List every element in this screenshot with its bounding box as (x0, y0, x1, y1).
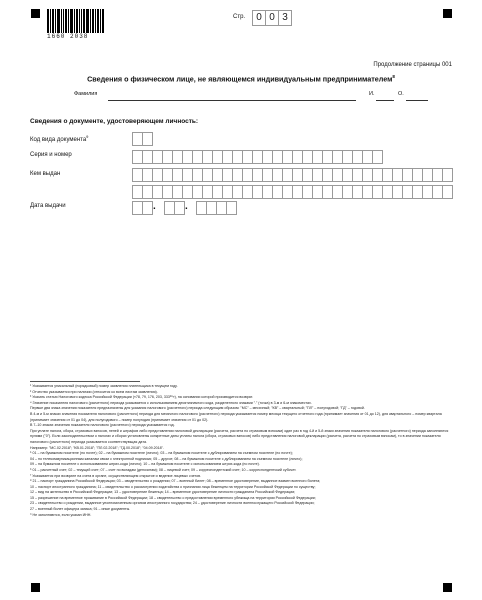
surname-label: Фамилия (74, 91, 98, 97)
page-number-cells (253, 10, 292, 26)
footnote-line: 27 – военный билет офицера запаса; 91 – иные документы. (30, 507, 131, 512)
page-continuation-note: Продолжение страницы 001 (373, 62, 452, 68)
series-number-label: Серия и номер (30, 152, 72, 158)
issued-by-cells-line-1[interactable] (132, 168, 452, 182)
issued-by-cells-line-2[interactable] (132, 185, 452, 199)
name-initial-label: И. (369, 91, 375, 97)
patronymic-initial-field[interactable] (406, 100, 428, 101)
page-digit: 0 (265, 10, 279, 26)
series-number-cells[interactable] (132, 150, 382, 164)
doc-type-label (30, 134, 88, 143)
footnote-line: 09 – на бумажном носителе с использованием штрих-кода (лично); 10 – на бумажном носителе с использованием штрих-кода (по почте). (30, 462, 260, 467)
footnote-line: В 7–10 знаках значения показателя налогового (расчетного) периода указывается год. (30, 423, 175, 428)
footnote-line: 15 – разрешение на временное проживание в Российской Федерации; 18 – свидетельство о предоставлении временного убежища на территории Российской Федерации; (30, 495, 316, 500)
footnote-line: 10 – паспорт иностранного гражданина; 11 – свидетельство о рассмотрении ходатайства о признании лица беженцем на территории Российской Федерации по существу; (30, 484, 316, 489)
date-separator: . (153, 201, 156, 212)
footnote-line: ⁵ 01 – на бумажном носителе (по почте); 02 – на бумажном носителе (лично); 03 – на бумажном носителе с дублированием на съемном носителе (по почте); (30, 451, 293, 456)
footnote-line: При уплате налога, сбора, страховых взносов, пеней и штрафов либо представлении налоговой декларации (расчета, расчета по страховым взносам) один раз в год 4-й и 5-й знаки значения показателя налогового (расчетного) периода заполняются нулями ("0"). Если законодательством о налогах и сборах установлены конкретные даты уплаты налога (сбора, страховых взносов) либо представления налоговой декларации (расчета, расчета по страховым взносам), то в значении показателя налогового (расчетного) периода указывается соответствующая дата. (30, 428, 449, 444)
char-cell[interactable] (442, 168, 453, 182)
corner-marker-bottom-right (443, 583, 452, 592)
section-title: Сведения о документе, удостоверяющем личность: (30, 118, 199, 125)
issue-date-label: Дата выдачи (30, 203, 66, 209)
corner-marker-bottom-left (31, 583, 40, 592)
footnote-line: 04 – по телекоммуникационным каналам связи с электронной подписью; 05 – другое; 08 – на бумажном носителе с дублированием на съемном носителе (лично); (30, 456, 303, 461)
issue-year-cells[interactable] (196, 201, 236, 215)
issue-day-cells[interactable] (132, 201, 152, 215)
corner-marker-top-left (31, 9, 40, 18)
footnote-line: ⁶ 01 – расчетный счет; 02 – текущий счет; 07 – счет по вкладам (депозитам); 08 – лицевой счет; 09 – корреспондентский счет; 10 – корреспондентский субсчет. (30, 467, 297, 472)
barcode-number: 1660 2038 (47, 33, 89, 40)
footnote-line: ³ Указать статью Налогового кодекса Российской Федерации («78, 79, 176, 203, 333²⁸»), на основании которой производится возврат. (30, 395, 253, 400)
doc-type-footnote-mark: 9 (86, 134, 89, 139)
char-cell[interactable] (372, 150, 383, 164)
footnote-line: ⁷ Указывается при возврате на счета в органе, осуществляющем открытие и ведение лицевых счетов. (30, 473, 201, 478)
footnote-line: ² Отчество указывается при наличии (относится ко всем листам заявления). (30, 389, 158, 394)
footnote-line: В 4-м и 5-м знаках значения показателя налогового (расчетного) периода для месячного налогового (расчетного) периода указывается номер месяца текущего отчетного года (принимает значения от 01 до 12), для квартального – номер квартала (принимает значения от 01 до 04), для полугодового – номер полугодия (принимает значения от 01 до 02). (30, 411, 442, 422)
page-title (0, 74, 482, 83)
footnote-line: ⁹ Не заполняются, если указан ИНН. (30, 512, 92, 517)
page-label: Стр. (233, 14, 246, 20)
page-digit: 3 (278, 10, 292, 26)
char-cell[interactable] (442, 185, 453, 199)
footnote-line: ¹ Указывается уникальный (порядковый) номер заявления плательщика в текущем году. (30, 384, 178, 388)
footnotes-divider (30, 381, 140, 382)
footnote-line: Например: "МС.02.2018"; "КВ.01.2018"; "ПЛ.02.2018"; "ГД.00.2018"; "04.09.2018". (30, 445, 164, 450)
surname-field[interactable] (108, 100, 356, 101)
page-title-footnote-mark: 8 (392, 74, 395, 79)
page-digit: 0 (252, 10, 266, 26)
doc-type-label-text: Код вида документа (30, 137, 87, 143)
name-initial-field[interactable] (376, 100, 394, 101)
footnotes (30, 384, 455, 518)
patronymic-initial-label: О. (398, 91, 404, 97)
footnote-line: Первые два знака значения показателя предназначены для указания налогового (расчетного) периода следующим образом: "МС" – месячный; "КВ" – квартальный; "ПЛ" – полугодовой; "ГД" – годовой. (30, 406, 365, 411)
date-separator: . (185, 201, 188, 212)
issue-month-cells[interactable] (164, 201, 184, 215)
footnote-line: ⁸ 21 – паспорт гражданина Российской Федерации; 03 – свидетельство о рождении; 07 – военный билет; 08 – временное удостоверение, выданное взамен военного билета; (30, 479, 321, 484)
issued-by-label: Кем выдан (30, 171, 61, 177)
barcode-icon (47, 9, 105, 33)
footnote-line: 23 – свидетельство о рождении, выданное уполномоченным органом иностранного государства; 24 – удостоверение личности военнослужащего Российской Федерации; (30, 501, 315, 506)
page-title-text: Сведения о физическом лице, не являющемся индивидуальным предпринимателем (87, 74, 393, 84)
corner-marker-top-right (443, 9, 452, 18)
footnote-line: 12 – вид на жительство в Российской Федерации; 13 – удостоверение беженца; 14 – временное удостоверение личности гражданина Российской Федерации; (30, 490, 296, 495)
footnote-line: ⁴ Значение показателя налогового (расчетного) периода указывается с использованием десятизначного кода, разделенного знаками "." (точка) в 3-м и 6-м знакоместах. (30, 400, 312, 405)
doc-type-cells[interactable] (132, 132, 152, 146)
